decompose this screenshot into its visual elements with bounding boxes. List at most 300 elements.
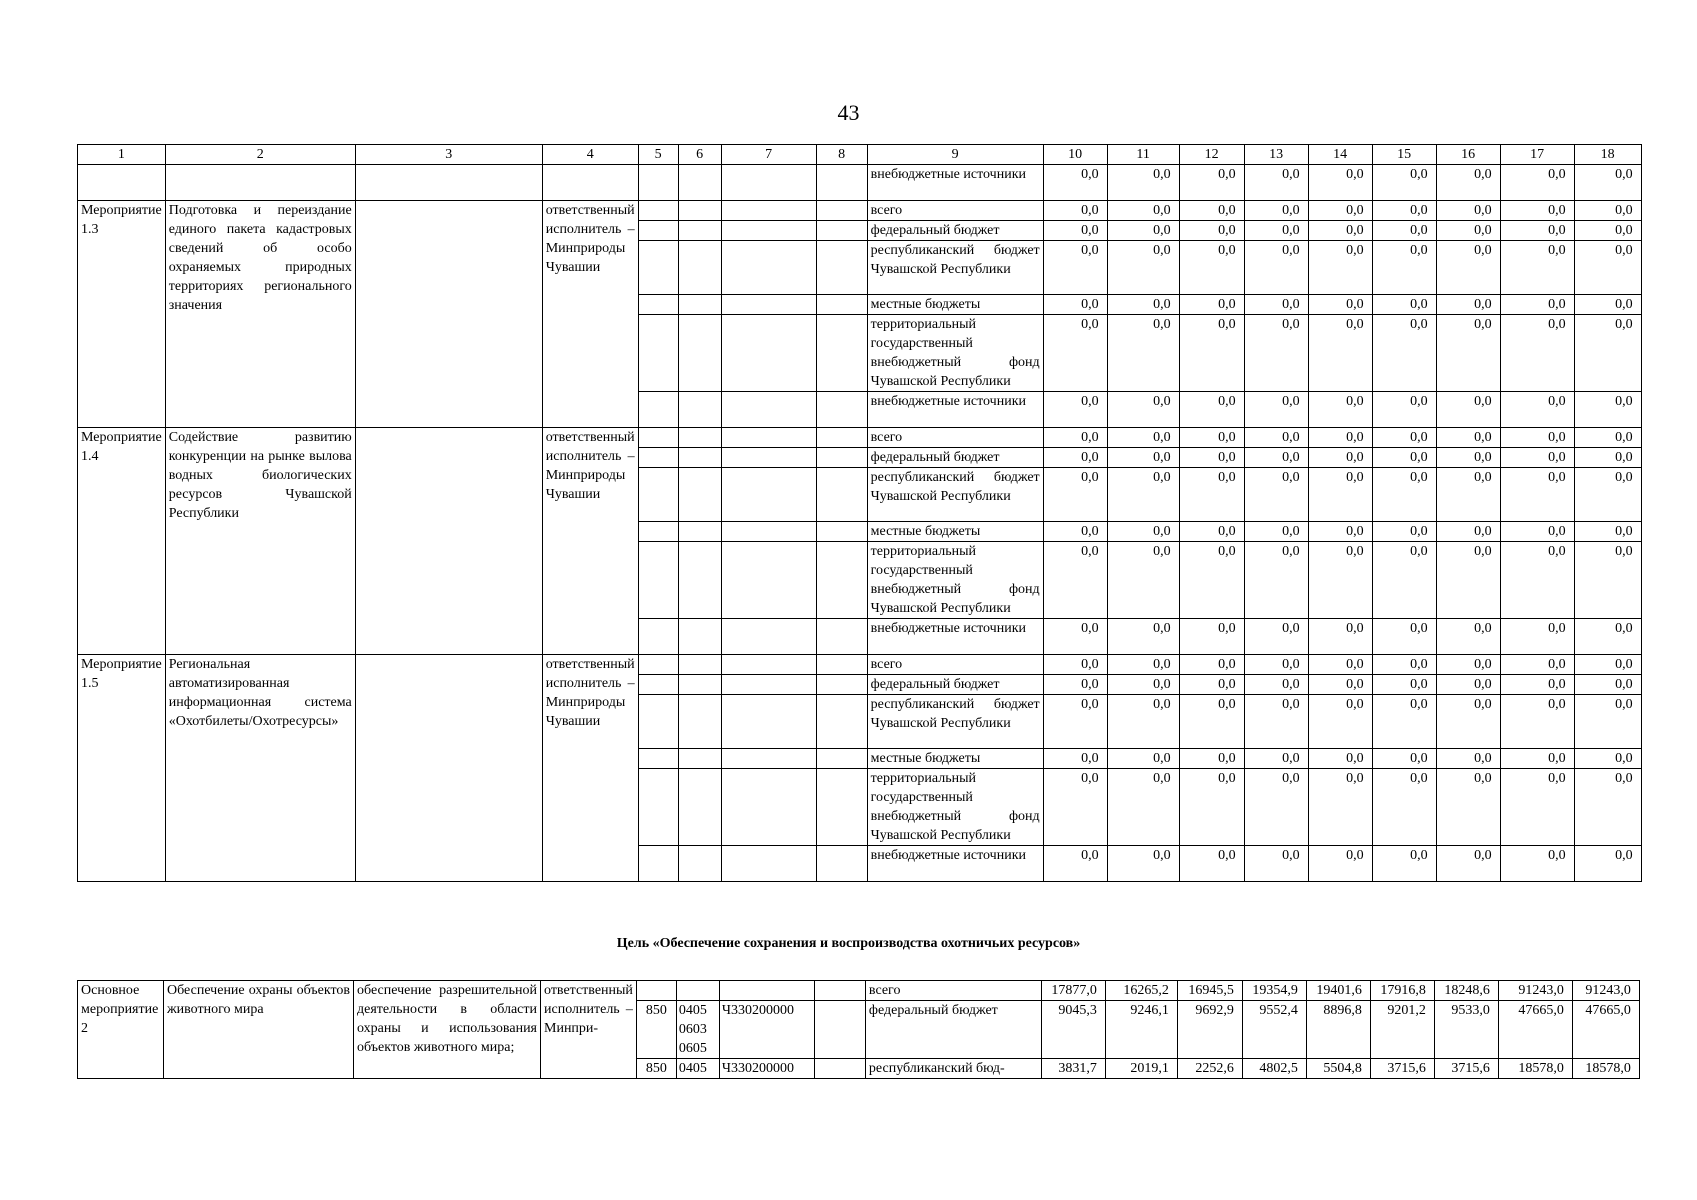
value-cell: 0,0 [1574,201,1641,221]
value-cell: 0,0 [1436,619,1500,655]
value-cell: 0,0 [1043,221,1107,241]
code-cell [678,675,721,695]
column-number: 13 [1244,145,1308,165]
value-cell: 0,0 [1574,468,1641,522]
value-cell: 0,0 [1043,846,1107,882]
value-cell: 0,0 [1372,749,1436,769]
value-cell: 0,0 [1436,468,1500,522]
budget-table [77,144,1642,882]
value-cell: 0,0 [1043,201,1107,221]
value-cell: 0,0 [1500,165,1574,201]
code-cell [816,201,867,221]
code-cell [816,675,867,695]
code-cell [816,749,867,769]
column-number: 7 [721,145,816,165]
value-cell: 0,0 [1574,295,1641,315]
vr-code [814,1059,865,1079]
code-cell [721,468,816,522]
code-cell [638,392,678,428]
value-cell: 0,0 [1179,695,1244,749]
value-cell: 0,0 [1244,846,1308,882]
csr-code: Ч330200000 [719,1059,814,1079]
code-cell [678,468,721,522]
value-cell: 0,0 [1500,315,1574,392]
value-cell: 0,0 [1107,749,1179,769]
value-cell: 0,0 [1436,522,1500,542]
code-cell [638,619,678,655]
value-cell: 0,0 [1179,468,1244,522]
value-cell: 0,0 [1043,695,1107,749]
code-cell [816,295,867,315]
value-cell: 3831,7 [1041,1059,1105,1079]
value-cell: 0,0 [1500,695,1574,749]
value-cell: 9552,4 [1242,1001,1306,1059]
value-cell: 3715,6 [1434,1059,1498,1079]
column-number: 1 [78,145,166,165]
value-cell: 0,0 [1107,619,1179,655]
column-number: 3 [355,145,542,165]
value-cell: 0,0 [1372,428,1436,448]
value-cell: 0,0 [1436,448,1500,468]
value-cell: 9246,1 [1105,1001,1177,1059]
empty-cell [638,165,678,201]
code-cell [721,846,816,882]
code-cell [721,392,816,428]
code-cell [638,542,678,619]
value-cell: 0,0 [1372,468,1436,522]
value-cell: 0,0 [1179,846,1244,882]
value-cell: 0,0 [1436,241,1500,295]
value-cell: 0,0 [1436,542,1500,619]
code-cell [638,522,678,542]
code-cell [721,428,816,448]
code-cell [816,846,867,882]
value-cell: 0,0 [1372,695,1436,749]
value-cell: 0,0 [1574,522,1641,542]
code-cell [721,241,816,295]
value-cell: 0,0 [1308,619,1372,655]
value-cell: 0,0 [1308,468,1372,522]
funding-source: республиканский бюджет Чувашской Республики [867,468,1043,522]
value-cell: 91243,0 [1498,981,1572,1001]
code-cell [721,201,816,221]
value-cell: 91243,0 [1572,981,1639,1001]
value-cell: 0,0 [1574,542,1641,619]
value-cell: 18578,0 [1498,1059,1572,1079]
value-cell: 16945,5 [1177,981,1242,1001]
code-cell [678,392,721,428]
code-cell [816,522,867,542]
measure-id: Мероприятие 1.3 [78,201,166,428]
empty-cell [355,165,542,201]
value-cell: 0,0 [1179,749,1244,769]
value-cell: 0,0 [1436,221,1500,241]
value-cell: 9533,0 [1434,1001,1498,1059]
code-cell [721,675,816,695]
column-number: 5 [638,145,678,165]
code-cell [721,221,816,241]
value-cell: 2252,6 [1177,1059,1242,1079]
value-cell: 0,0 [1500,749,1574,769]
value-cell: 9692,9 [1177,1001,1242,1059]
measure-name: Региональная автоматизированная информационная система «Охотбилеты/Охотресурсы» [165,655,355,882]
code-cell [638,221,678,241]
value-cell: 0,0 [1436,749,1500,769]
funding-source: федеральный бюджет [867,448,1043,468]
value-cell: 0,0 [1436,392,1500,428]
value-cell: 19354,9 [1242,981,1306,1001]
value-cell: 0,0 [1107,295,1179,315]
funding-source: внебюджетные источники [867,846,1043,882]
code-cell [678,749,721,769]
empty-cell [78,165,166,201]
value-cell: 0,0 [1107,655,1179,675]
code-cell [638,749,678,769]
value-cell: 8896,8 [1306,1001,1370,1059]
value-cell: 0,0 [1244,619,1308,655]
value-cell: 0,0 [1372,315,1436,392]
column-number: 14 [1308,145,1372,165]
value-cell: 0,0 [1308,392,1372,428]
value-cell: 0,0 [1574,619,1641,655]
funding-source: республиканский бюджет Чувашской Республики [867,241,1043,295]
value-cell: 0,0 [1179,522,1244,542]
value-cell: 0,0 [1308,542,1372,619]
funding-source: федеральный бюджет [865,1001,1041,1059]
value-cell: 0,0 [1308,769,1372,846]
value-cell: 0,0 [1179,241,1244,295]
column-number: 11 [1107,145,1179,165]
measure-name: Содействие развитию конкуренции на рынке вылова водных биологических ресурсов Чувашской Республики [165,428,355,655]
funding-source: федеральный бюджет [867,675,1043,695]
code-cell [721,448,816,468]
value-cell: 0,0 [1107,522,1179,542]
value-cell: 0,0 [1107,221,1179,241]
value-cell: 0,0 [1244,468,1308,522]
value-cell: 0,0 [1372,221,1436,241]
value-cell: 4802,5 [1242,1059,1306,1079]
value-cell: 0,0 [1244,315,1308,392]
value-cell: 0,0 [1107,392,1179,428]
value-cell: 0,0 [1308,695,1372,749]
code-cell [721,542,816,619]
grbs-code [636,981,676,1001]
code-cell [678,619,721,655]
column-number: 17 [1500,145,1574,165]
funding-source: местные бюджеты [867,749,1043,769]
value-cell: 0,0 [1043,295,1107,315]
value-cell: 0,0 [1372,619,1436,655]
table-row [78,201,1642,221]
table-row [78,981,1640,1001]
value-cell: 9045,3 [1041,1001,1105,1059]
value-cell: 0,0 [1179,428,1244,448]
value-cell: 0,0 [1308,165,1372,201]
code-cell [638,315,678,392]
indicator-cell [355,655,542,882]
measure-name: Подготовка и переиздание единого пакета кадастровых сведений об особо охраняемых природных территориях регионального значения [165,201,355,428]
value-cell: 0,0 [1308,448,1372,468]
value-cell: 0,0 [1308,655,1372,675]
value-cell: 0,0 [1500,522,1574,542]
empty-cell [678,165,721,201]
code-cell [638,428,678,448]
value-cell: 0,0 [1308,295,1372,315]
value-cell: 2019,1 [1105,1059,1177,1079]
value-cell: 17877,0 [1041,981,1105,1001]
code-cell [721,695,816,749]
value-cell: 0,0 [1436,165,1500,201]
column-number: 15 [1372,145,1436,165]
value-cell: 0,0 [1244,695,1308,749]
code-cell [638,241,678,295]
value-cell: 0,0 [1372,846,1436,882]
measure-name: Обеспечение охраны объектов животного мира [164,981,354,1079]
funding-source: республиканский бюд- [865,1059,1041,1079]
value-cell: 0,0 [1043,468,1107,522]
funding-source: территориальный государственный внебюджетный фонд Чувашской Республики [867,542,1043,619]
code-cell [678,695,721,749]
vr-code [814,1001,865,1059]
value-cell: 0,0 [1244,241,1308,295]
value-cell: 0,0 [1179,675,1244,695]
empty-cell [816,165,867,201]
value-cell: 0,0 [1372,769,1436,846]
value-cell: 0,0 [1043,542,1107,619]
code-cell [721,619,816,655]
value-cell: 0,0 [1574,448,1641,468]
value-cell: 0,0 [1179,619,1244,655]
value-cell: 0,0 [1043,769,1107,846]
funding-source: всего [867,428,1043,448]
value-cell: 17916,8 [1370,981,1434,1001]
value-cell: 0,0 [1308,315,1372,392]
code-cell [678,448,721,468]
value-cell: 0,0 [1107,448,1179,468]
value-cell: 0,0 [1574,165,1641,201]
value-cell: 0,0 [1179,295,1244,315]
value-cell: 0,0 [1436,295,1500,315]
code-cell [721,315,816,392]
value-cell: 0,0 [1244,522,1308,542]
value-cell: 0,0 [1574,769,1641,846]
value-cell: 0,0 [1179,201,1244,221]
value-cell: 0,0 [1372,201,1436,221]
value-cell: 0,0 [1043,165,1107,201]
code-cell [816,221,867,241]
value-cell: 0,0 [1308,846,1372,882]
code-cell [678,295,721,315]
value-cell: 0,0 [1107,201,1179,221]
csr-code [719,981,814,1001]
code-cell [638,695,678,749]
value-cell: 0,0 [1574,846,1641,882]
value-cell: 0,0 [1500,542,1574,619]
value-cell: 0,0 [1500,392,1574,428]
code-cell [816,619,867,655]
value-cell: 0,0 [1500,201,1574,221]
value-cell: 0,0 [1436,201,1500,221]
code-cell [721,522,816,542]
value-cell: 0,0 [1372,165,1436,201]
empty-cell [542,165,638,201]
executor: ответственный исполнитель – Минприроды Чувашии [542,428,638,655]
column-number: 2 [165,145,355,165]
code-cell [638,655,678,675]
value-cell: 0,0 [1436,675,1500,695]
code-cell [678,522,721,542]
rzpr-code: 0405 [676,1059,719,1079]
code-cell [638,846,678,882]
value-cell: 0,0 [1372,448,1436,468]
measure-id: Мероприятие 1.5 [78,655,166,882]
value-cell: 19401,6 [1306,981,1370,1001]
value-cell: 0,0 [1043,749,1107,769]
value-cell: 0,0 [1244,448,1308,468]
funding-source: местные бюджеты [867,295,1043,315]
grbs-code: 850 [636,1059,676,1079]
value-cell: 0,0 [1107,695,1179,749]
value-cell: 0,0 [1500,448,1574,468]
executor: ответственный исполнитель – Минприроды Чувашии [542,201,638,428]
value-cell: 0,0 [1179,655,1244,675]
value-cell: 0,0 [1107,542,1179,619]
code-cell [816,315,867,392]
value-cell: 0,0 [1574,392,1641,428]
measure-id: Основное мероприятие 2 [78,981,164,1079]
value-cell: 0,0 [1436,846,1500,882]
value-cell: 0,0 [1500,468,1574,522]
funding-source: внебюджетные источники [867,619,1043,655]
value-cell: 0,0 [1500,241,1574,295]
funding-source: федеральный бюджет [867,221,1043,241]
value-cell: 16265,2 [1105,981,1177,1001]
column-number: 4 [542,145,638,165]
funding-source: всего [867,655,1043,675]
value-cell: 0,0 [1179,165,1244,201]
goal-table [77,980,1640,1079]
value-cell: 0,0 [1574,675,1641,695]
code-cell [721,749,816,769]
column-number: 6 [678,145,721,165]
value-cell: 47665,0 [1572,1001,1639,1059]
value-cell: 0,0 [1436,428,1500,448]
value-cell: 0,0 [1308,201,1372,221]
code-cell [816,392,867,428]
code-cell [678,769,721,846]
funding-source: территориальный государственный внебюджетный фонд Чувашской Республики [867,769,1043,846]
value-cell: 0,0 [1107,165,1179,201]
value-cell: 0,0 [1500,846,1574,882]
rzpr-code [676,981,719,1001]
page-number: 43 [837,100,860,125]
value-cell: 0,0 [1500,675,1574,695]
column-number: 10 [1043,145,1107,165]
value-cell: 0,0 [1574,749,1641,769]
code-cell [678,428,721,448]
code-cell [678,221,721,241]
value-cell: 0,0 [1500,769,1574,846]
value-cell: 0,0 [1244,675,1308,695]
funding-source: местные бюджеты [867,522,1043,542]
column-number: 18 [1574,145,1641,165]
grbs-code: 850 [636,1001,676,1059]
value-cell: 0,0 [1372,392,1436,428]
value-cell: 18248,6 [1434,981,1498,1001]
code-cell [678,201,721,221]
value-cell: 0,0 [1043,675,1107,695]
value-cell: 0,0 [1308,241,1372,295]
executor: ответственный исполнитель – Минприроды Чувашии [542,655,638,882]
value-cell: 9201,2 [1370,1001,1434,1059]
header-row [78,145,1642,165]
code-cell [678,241,721,295]
value-cell: 0,0 [1574,695,1641,749]
value-cell: 0,0 [1179,448,1244,468]
code-cell [816,695,867,749]
value-cell: 0,0 [1308,522,1372,542]
funding-source: внебюджетные источники [867,165,1043,201]
value-cell: 0,0 [1372,241,1436,295]
value-cell: 0,0 [1107,468,1179,522]
value-cell: 0,0 [1436,315,1500,392]
value-cell: 0,0 [1244,428,1308,448]
code-cell [638,295,678,315]
value-cell: 0,0 [1179,315,1244,392]
value-cell: 0,0 [1500,619,1574,655]
table-row [78,165,1642,201]
value-cell: 0,0 [1179,542,1244,619]
value-cell: 0,0 [1436,655,1500,675]
value-cell: 0,0 [1244,221,1308,241]
value-cell: 3715,6 [1370,1059,1434,1079]
value-cell: 0,0 [1107,428,1179,448]
value-cell: 0,0 [1179,221,1244,241]
code-cell [638,769,678,846]
funding-source: внебюджетные источники [867,392,1043,428]
empty-cell [721,165,816,201]
value-cell: 0,0 [1107,769,1179,846]
value-cell: 0,0 [1500,428,1574,448]
executor: ответственный исполнитель – Минпри- [541,981,637,1079]
value-cell: 0,0 [1244,655,1308,675]
value-cell: 47665,0 [1498,1001,1572,1059]
value-cell: 0,0 [1500,221,1574,241]
value-cell: 0,0 [1372,295,1436,315]
code-cell [816,468,867,522]
funding-source: республиканский бюджет Чувашской Республики [867,695,1043,749]
value-cell: 0,0 [1107,846,1179,882]
empty-cell [165,165,355,201]
code-cell [816,241,867,295]
value-cell: 0,0 [1574,315,1641,392]
funding-source: всего [867,201,1043,221]
code-cell [721,655,816,675]
value-cell: 0,0 [1107,675,1179,695]
code-cell [721,769,816,846]
code-cell [638,448,678,468]
funding-source: всего [865,981,1041,1001]
value-cell: 0,0 [1308,221,1372,241]
code-cell [816,448,867,468]
funding-source: территориальный государственный внебюджетный фонд Чувашской Республики [867,315,1043,392]
value-cell: 0,0 [1043,392,1107,428]
code-cell [816,428,867,448]
value-cell: 0,0 [1372,542,1436,619]
value-cell: 0,0 [1043,315,1107,392]
code-cell [816,769,867,846]
table-row [78,655,1642,675]
